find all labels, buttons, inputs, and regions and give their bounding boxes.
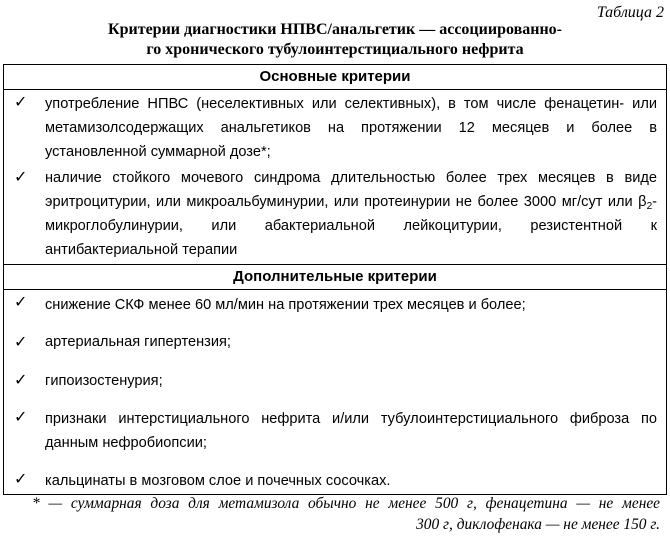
additional-criteria-header: Дополнительные критерии	[4, 264, 666, 290]
additional-criterion-1	[4, 290, 666, 330]
additional-criterion-2	[4, 330, 666, 368]
main-criterion-1-text: употребление НПВС (неселективных или селективных), в том числе фенацетин- или метамизолсодержащих анальгетиков на протяжении 12 месяцев и более в установленной суммарной дозе*;	[45, 96, 657, 160]
table-title-line-2: го хронического тубулоинтерстициального нефрита	[146, 41, 524, 58]
footnote-line-1: * — суммарная доза для метамизола обычно не менее 500 г, фенацетина — не менее	[32, 495, 660, 512]
checkmark-icon: ✓	[14, 469, 28, 488]
checkmark-icon: ✓	[14, 292, 28, 311]
checkmark-icon: ✓	[14, 92, 28, 111]
additional-criterion-1-text: снижение СКФ менее 60 мл/мин на протяжении трех месяцев и более;	[45, 297, 526, 313]
criteria-table	[3, 64, 667, 495]
additional-criterion-5-text: кальцинаты в мозговом слое и почечных сосочках.	[45, 473, 391, 489]
main-criterion-2-text-part-1: наличие стойкого мочевого синдрома длительностью более трех месяцев в виде эритроцитурии, или микроальбуминурии, или протеинурии не более 3000 мг/сут или β	[45, 170, 657, 210]
table-title-line-1: Критерии диагностики НПВС/анальгетик — ассоциированно-	[107, 21, 562, 38]
additional-criterion-4-text: признаки интерстициального нефрита и/или тубулоинтерстициального фиброза по данным нефробиопсии;	[45, 411, 657, 451]
additional-criterion-4	[4, 405, 666, 467]
main-criterion-2-text	[45, 166, 657, 262]
table-title	[0, 20, 670, 60]
footnote-line-2: 300 г, диклофенака — не менее 150 г.	[416, 516, 660, 533]
main-criterion-2-text-part-2: -микроглобулинурии, или абактериальной лейкоцитурии, резистентной к антибактериальной терапии	[45, 194, 657, 258]
additional-criterion-2-text: артериальная гипертензия;	[45, 334, 231, 350]
checkmark-icon: ✓	[14, 370, 28, 389]
additional-criterion-3-text: гипоизостенурия;	[45, 373, 163, 389]
main-criterion-1	[4, 90, 666, 165]
main-criterion-2	[4, 165, 666, 264]
checkmark-icon: ✓	[14, 407, 28, 426]
checkmark-icon: ✓	[14, 167, 28, 186]
beta-subscript: 2	[646, 201, 653, 212]
additional-criterion-3	[4, 368, 666, 405]
main-criteria-header: Основные критерии	[4, 65, 666, 90]
table-number-label: Таблица 2	[596, 4, 664, 21]
additional-criterion-5	[4, 467, 666, 494]
footnote	[0, 493, 660, 535]
checkmark-icon: ✓	[14, 332, 28, 351]
